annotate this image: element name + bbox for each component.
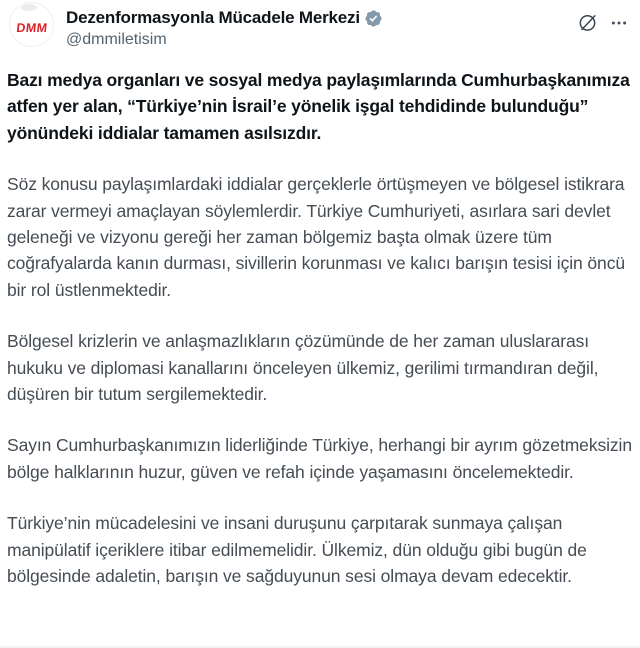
tweet-header bbox=[0, 0, 640, 50]
tweet-paragraph: Söz konusu paylaşımlardaki iddialar gerçeklerle örtüşmeyen ve bölgesel istikrara zarar vermeyi amaçlayan söylemlerdir. Türkiye Cumhuriyeti, asırlara sari devlet geleneği ve vizyonu gereği her zaman bölgemiz başta olmak üzere tüm coğrafyalarda kanın durması, sivillerin korunması ve kalıcı barışın tesisi için öncü bir rol üstlenmektedir. bbox=[7, 174, 625, 300]
tweet-paragraph: Sayın Cumhurbaşkanımızın liderliğinde Türkiye, herhangi bir ayrım gözetmeksizin bölge halklarının huzur, güven ve refah içinde yaşamasını öncelemektedir. bbox=[7, 435, 632, 482]
user-identity bbox=[66, 2, 577, 50]
header-actions bbox=[577, 2, 628, 33]
tweet-text bbox=[0, 67, 640, 590]
tweet-lead-paragraph: Bazı medya organları ve sosyal medya paylaşımlarında Cumhurbaşkanımıza atfen yer alan, “Türkiye’nin İsrail’e yönelik işgal tehdidinde bulunduğu” yönündeki iddialar tamamen asılsızdır. bbox=[7, 70, 630, 143]
user-handle[interactable]: @dmmiletisim bbox=[66, 31, 167, 48]
avatar-logo-mark bbox=[21, 4, 37, 11]
tweet-paragraph: Türkiye’nin mücadelesini ve insani duruşunu çarpıtarak sunmaya çalışan manipülatif içeriklere itibar edilmemelidir. Ülkemiz, dün olduğu gibi bugün de bölgesinde adaletin, barışın ve sağduyunun sesi olmaya devam edecektir. bbox=[7, 513, 587, 587]
display-name[interactable]: Dezenformasyonla Mücadele Merkezi bbox=[66, 8, 360, 27]
avatar[interactable] bbox=[9, 2, 54, 47]
verified-badge-icon bbox=[364, 9, 383, 28]
avatar-initials: DMM bbox=[15, 20, 48, 35]
tweet-paragraph: Bölgesel krizlerin ve anlaşmazlıkların çözümünde de her zaman uluslararası hukuku ve diplomasi kanallarını önceleyen ülkemiz, gerilimi tırmandıran değil, düşüren bir tutum sergilemektedir. bbox=[7, 331, 599, 405]
more-options-button[interactable] bbox=[610, 14, 628, 32]
grok-icon[interactable] bbox=[577, 12, 598, 33]
